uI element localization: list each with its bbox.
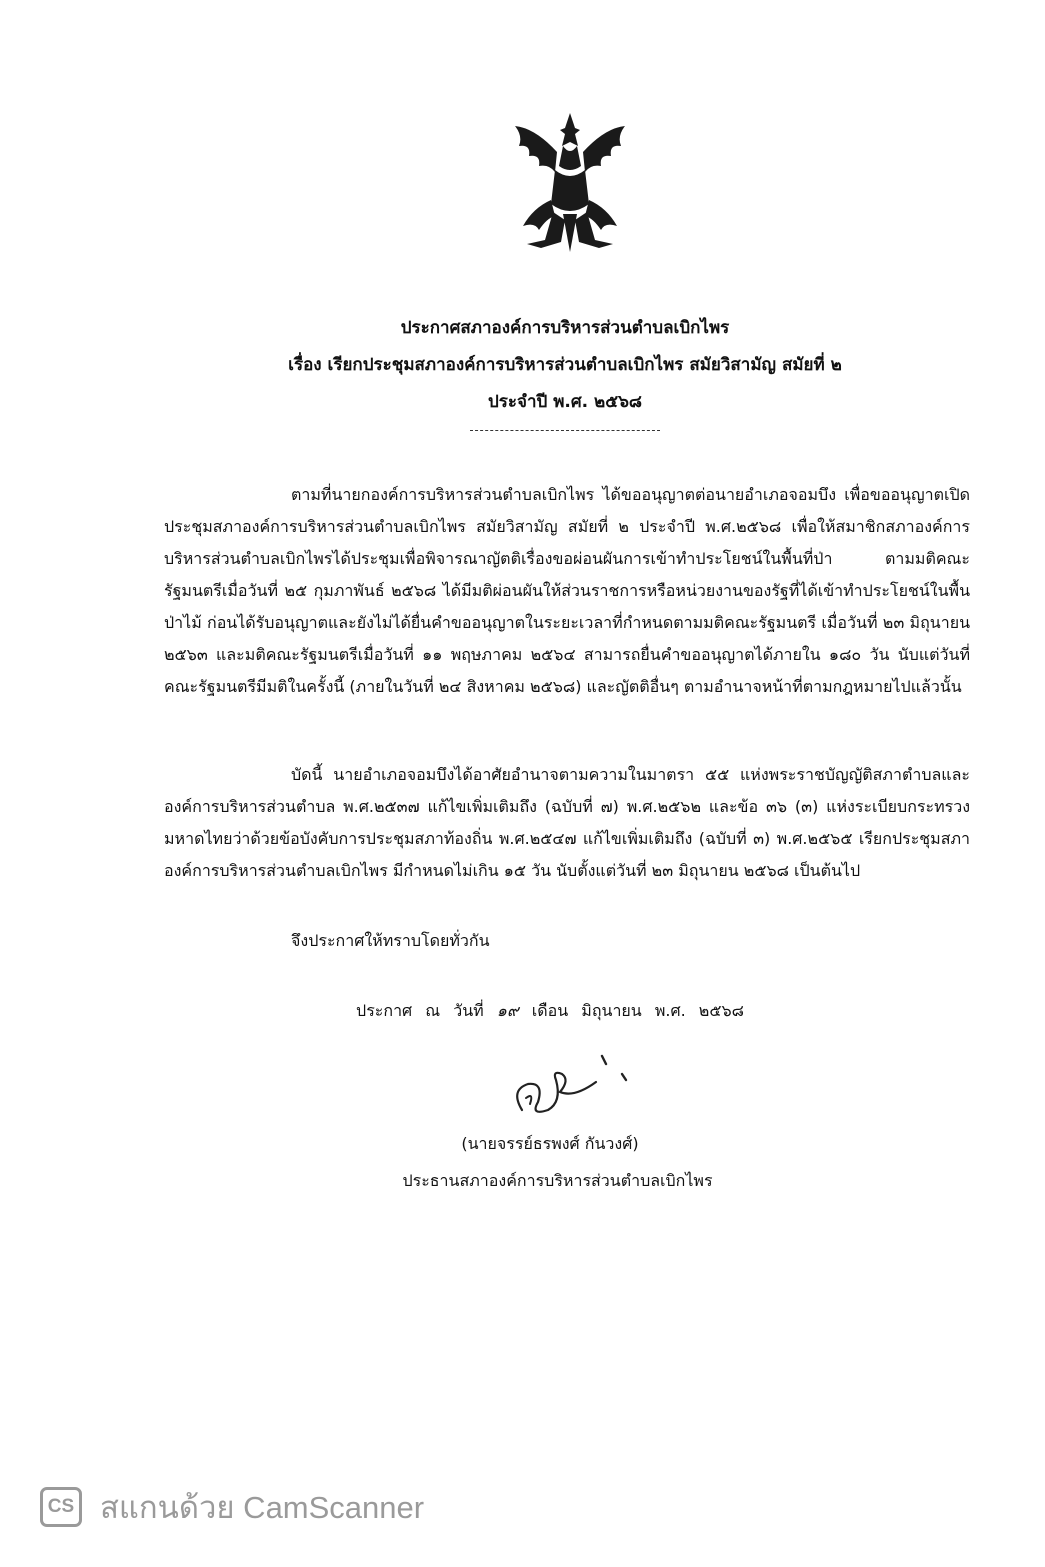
signer-name: (นายจรรย์ธรพงศ์ กันวงศ์): [461, 1134, 639, 1153]
watermark-text: สแกนด้วย CamScanner: [100, 1490, 425, 1525]
garuda-emblem-icon: [505, 108, 635, 258]
issued-year-label: พ.ศ.: [654, 1001, 686, 1020]
issued-month-value: มิถุนายน: [581, 1001, 642, 1020]
issued-prefix: ประกาศ: [356, 1001, 413, 1020]
handwritten-signature: [500, 1040, 640, 1130]
scanner-watermark: [40, 1485, 424, 1529]
header-divider: [470, 430, 660, 431]
announcement-subject: เรื่อง เรียกประชุมสภาองค์การบริหารส่วนตำบลเบิกไพร สมัยวิสามัญ สมัยที่ ๒: [288, 355, 842, 375]
issued-day-label: วันที่: [453, 1001, 484, 1020]
body-paragraph-1: ตามที่นายกองค์การบริหารส่วนตำบลเบิกไพร ได้ขออนุญาตต่อนายอำเภอจอมบึง เพื่อขออนุญาตเปิดประชุมสภาองค์การบริหารส่วนตำบลเบิกไพร สมัยวิสามัญ สมัยที่ ๒ ประจำปี พ.ศ.๒๕๖๘ เพื่อให้สมาชิกสภาองค์การบริหารส่วนตำบลเบิกไพรได้ประชุมเพื่อพิจารณาญัตติเรื่องขอผ่อนผันการเข้าทำประโยชน์ในพื้นที่ป่า ตามมติคณะรัฐมนตรีเมื่อวันที่ ๒๕ กุมภาพันธ์ ๒๕๖๘ ได้มีมติผ่อนผันให้ส่วนราชการหรือหน่วยงานของรัฐที่ได้เข้าทำประโยชน์ในพื้นป่าไม้ ก่อนได้รับอนุญาตและยังไม่ได้ยื่นคำขออนุญาตในระยะเวลาที่กำหนดตามมติคณะรัฐมนตรี เมื่อวันที่ ๒๓ มิถุนายน ๒๕๖๓ และมติคณะรัฐมนตรีเมื่อวันที่ ๑๑ พฤษภาคม ๒๕๖๔ สามารถยื่นคำขออนุญาตได้ภายใน ๑๘๐ วัน นับแต่วันที่คณะรัฐมนตรีมีมติในครั้งนี้ (ภายในวันที่ ๒๔ สิงหาคม ๒๕๖๘) และญัตติอื่นๆ ตามอำนาจหน้าที่ตามกฎหมายไปแล้วนั้น: [164, 485, 970, 696]
issued-month-label: เดือน: [531, 1001, 569, 1020]
camscanner-logo-icon: CS: [40, 1487, 82, 1527]
announcement-year: ประจำปี พ.ศ. ๒๕๖๘: [487, 392, 643, 412]
issued-date-line: [0, 995, 1045, 1027]
issued-year-value: ๒๕๖๘: [698, 1001, 744, 1020]
issued-at: ณ: [425, 1001, 441, 1020]
body-paragraph-2: บัดนี้ นายอำเภอจอมบึงได้อาศัยอำนาจตามความในมาตรา ๕๕ แห่งพระราชบัญญัติสภาตำบลและองค์การบริหารส่วนตำบล พ.ศ.๒๕๓๗ แก้ไขเพิ่มเติมถึง (ฉบับที่ ๗) พ.ศ.๒๕๖๒ และข้อ ๓๖ (๓) แห่งระเบียบกระทรวงมหาดไทยว่าด้วยข้อบังคับการประชุมสภาท้องถิ่น พ.ศ.๒๕๔๗ แก้ไขเพิ่มเติมถึง (ฉบับที่ ๓) พ.ศ.๒๕๖๕ เรียกประชุมสภาองค์การบริหารส่วนตำบลเบิกไพร มีกำหนดไม่เกิน ๑๕ วัน นับตั้งแต่วันที่ ๒๓ มิถุนายน ๒๕๖๘ เป็นต้นไป: [164, 765, 971, 880]
signer-title: ประธานสภาองค์การบริหารส่วนตำบลเบิกไพร: [402, 1171, 713, 1190]
closing-statement: จึงประกาศให้ทราบโดยทั่วกัน: [291, 931, 490, 950]
issued-day-value: ๑๙: [496, 1001, 519, 1020]
announcement-title: ประกาศสภาองค์การบริหารส่วนตำบลเบิกไพร: [400, 318, 730, 338]
